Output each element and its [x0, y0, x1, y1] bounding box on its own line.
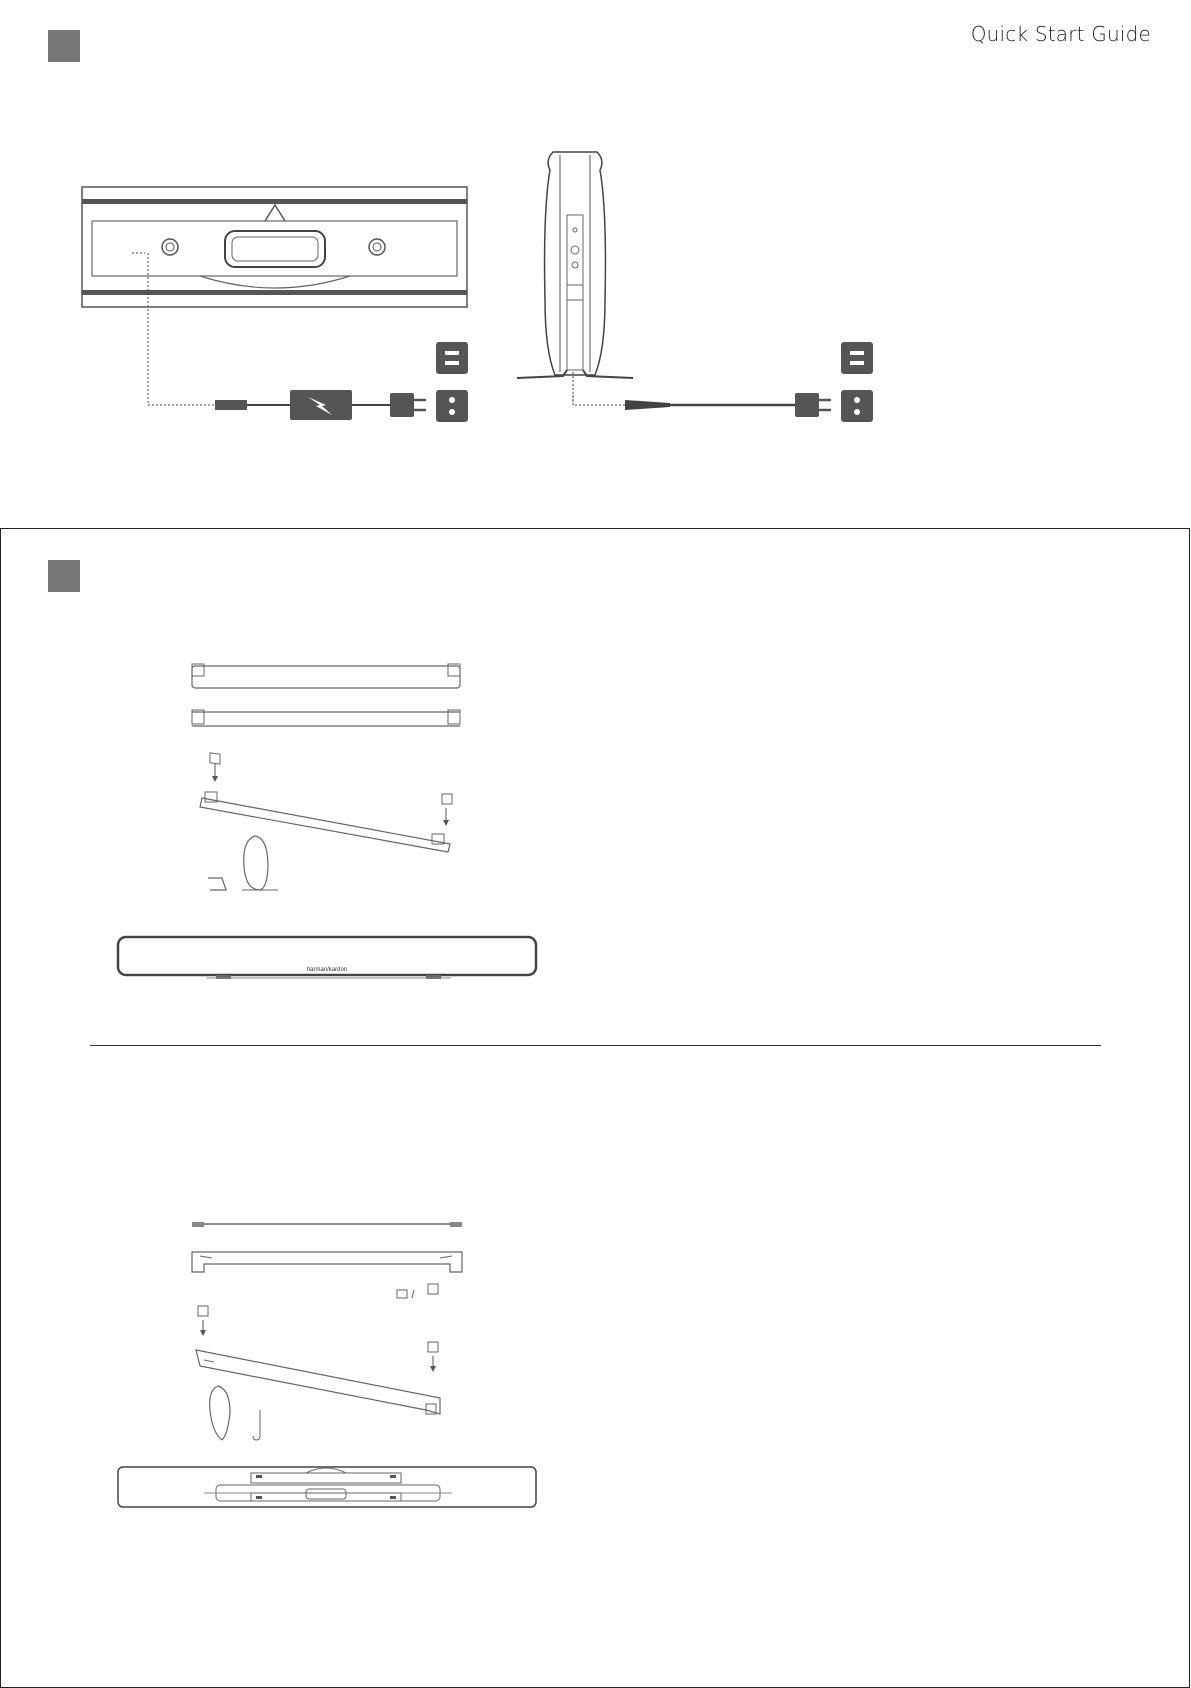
wall-bracket-alt-assembly-figure — [190, 1220, 470, 1450]
soundbar-front-view-figure — [116, 935, 538, 981]
soundbar-bracket-mounted-figure — [116, 1465, 538, 1509]
outlet-icon — [841, 342, 873, 374]
step-2-frame — [0, 528, 1190, 1688]
subwoofer-power-cable-figure — [570, 395, 850, 425]
outlet-icon — [841, 390, 873, 422]
step-1-marker — [48, 30, 80, 62]
wall-bracket-assembly-figure — [190, 662, 470, 902]
brand-label: harman/kardon — [306, 967, 348, 973]
page-title: Quick Start Guide — [970, 22, 1151, 46]
soundbar-power-cable-figure — [140, 250, 480, 425]
subwoofer-side-view-figure — [515, 150, 635, 385]
outlet-icon — [436, 342, 468, 374]
section-divider — [90, 1045, 1101, 1046]
step-2-marker — [48, 560, 80, 592]
outlet-icon — [436, 390, 468, 422]
